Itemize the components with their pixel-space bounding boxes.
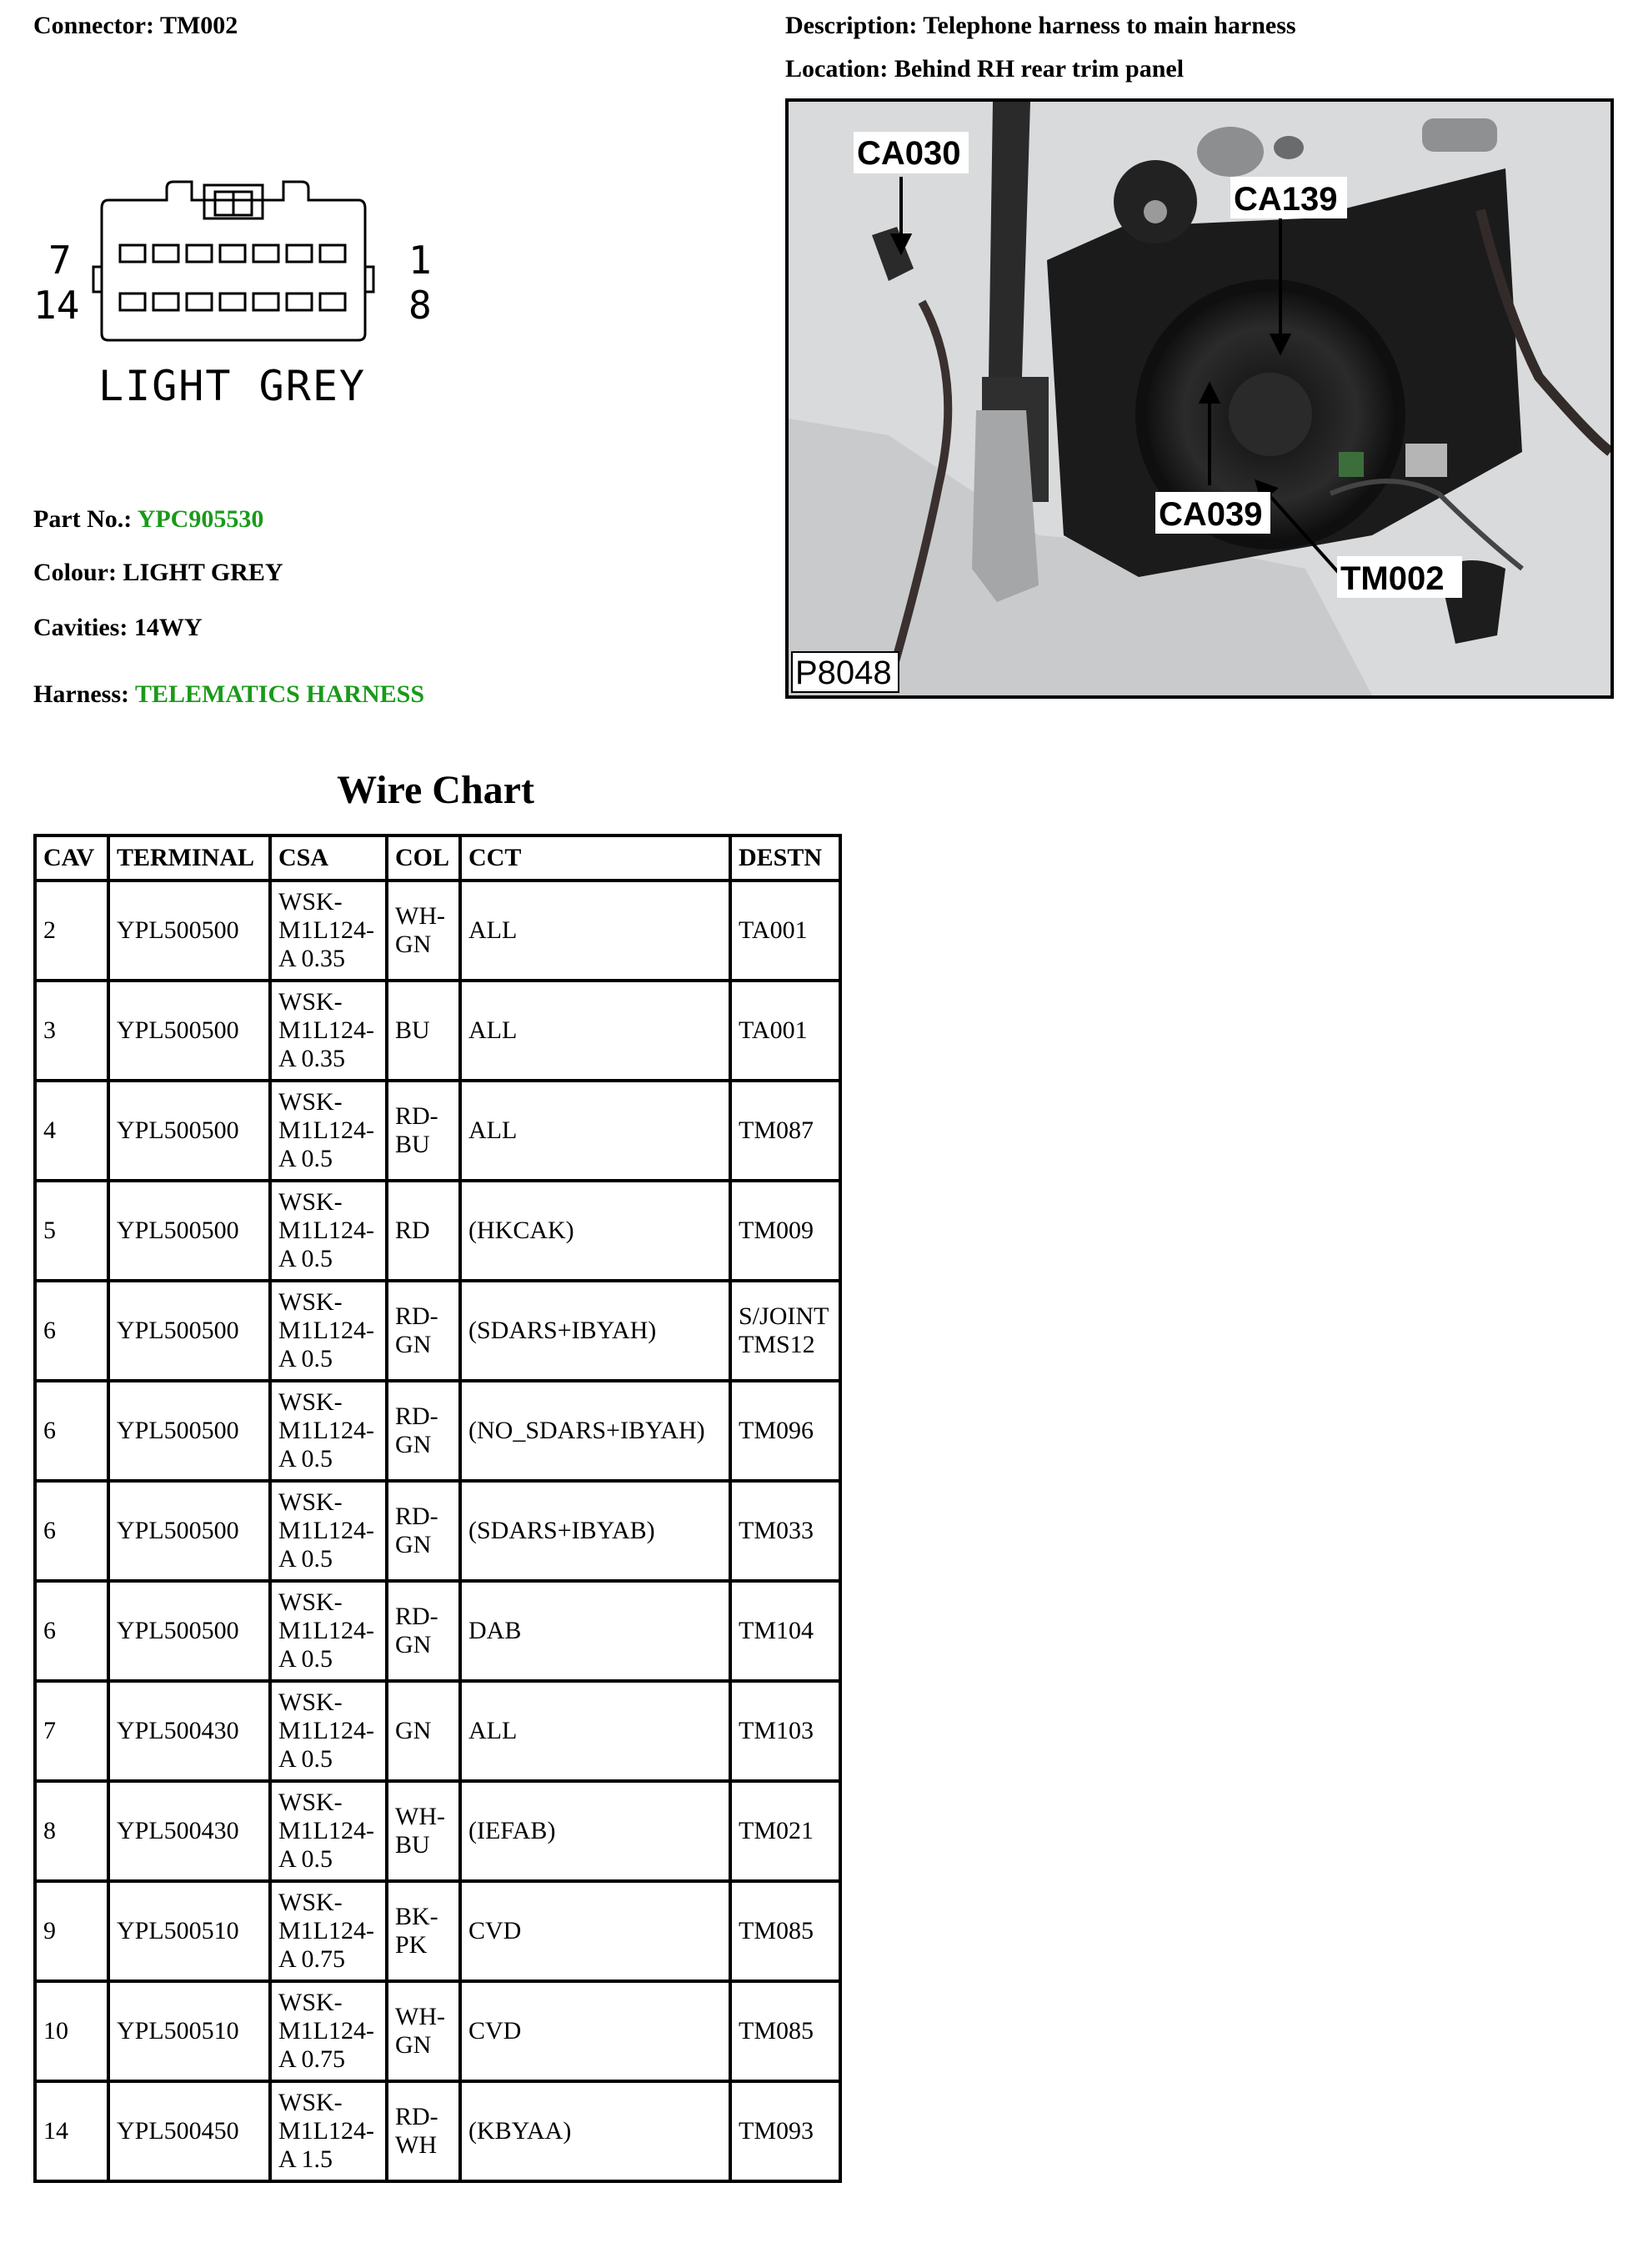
cavities-field bbox=[33, 614, 202, 642]
table-row bbox=[35, 981, 840, 1081]
photo-id: P8048 bbox=[795, 655, 892, 691]
colour-field bbox=[33, 559, 283, 587]
cell-col: GN bbox=[387, 1681, 460, 1781]
cell-terminal: YPL500500 bbox=[108, 1581, 270, 1681]
pin-14-label: 14 bbox=[33, 283, 80, 328]
cell-col: BK- PK bbox=[387, 1881, 460, 1981]
cell-col: RD- GN bbox=[387, 1281, 460, 1381]
cell-destn: TM033 bbox=[730, 1481, 840, 1581]
cell-cct: ALL bbox=[460, 1681, 730, 1781]
cell-cct: ALL bbox=[460, 881, 730, 981]
harness-link[interactable]: TELEMATICS HARNESS bbox=[134, 680, 425, 708]
cell-cct: CVD bbox=[460, 1981, 730, 2081]
cell-cct: DAB bbox=[460, 1581, 730, 1681]
cell-destn: TM104 bbox=[730, 1581, 840, 1681]
description-label: Description: bbox=[785, 12, 918, 39]
cell-col: RD- GN bbox=[387, 1581, 460, 1681]
cell-cav: 6 bbox=[35, 1481, 108, 1581]
column-header-csa: CSA bbox=[270, 835, 387, 881]
cell-cct: (IEFAB) bbox=[460, 1781, 730, 1881]
cell-terminal: YPL500500 bbox=[108, 881, 270, 981]
cell-terminal: YPL500500 bbox=[108, 1081, 270, 1181]
cavities-value: 14WY bbox=[133, 614, 203, 641]
cell-terminal: YPL500500 bbox=[108, 1281, 270, 1381]
cell-csa: WSK- M1L124- A 1.5 bbox=[270, 2081, 387, 2181]
cell-cav: 2 bbox=[35, 881, 108, 981]
cell-terminal: YPL500510 bbox=[108, 1881, 270, 1981]
cell-cct: ALL bbox=[460, 1081, 730, 1181]
cell-csa: WSK- M1L124- A 0.35 bbox=[270, 881, 387, 981]
cell-cct: CVD bbox=[460, 1881, 730, 1981]
cell-terminal: YPL500430 bbox=[108, 1681, 270, 1781]
cell-destn: TM103 bbox=[730, 1681, 840, 1781]
cell-csa: WSK- M1L124- A 0.5 bbox=[270, 1581, 387, 1681]
cell-destn: TM021 bbox=[730, 1781, 840, 1881]
cell-csa: WSK- M1L124- A 0.75 bbox=[270, 1881, 387, 1981]
cell-csa: WSK- M1L124- A 0.5 bbox=[270, 1081, 387, 1181]
cell-col: RD- BU bbox=[387, 1081, 460, 1181]
cell-destn: TM096 bbox=[730, 1381, 840, 1481]
photo-illustration bbox=[789, 102, 1610, 695]
pin-8-label: 8 bbox=[408, 283, 432, 328]
column-header-destn: DESTN bbox=[730, 835, 840, 881]
table-row bbox=[35, 1081, 840, 1181]
cell-cav: 10 bbox=[35, 1981, 108, 2081]
cell-terminal: YPL500450 bbox=[108, 2081, 270, 2181]
cell-csa: WSK- M1L124- A 0.5 bbox=[270, 1281, 387, 1381]
cell-cct: ALL bbox=[460, 981, 730, 1081]
cell-destn: TM085 bbox=[730, 1881, 840, 1981]
callout-ca039: CA039 bbox=[1159, 496, 1263, 533]
description-value: Telephone harness to main harness bbox=[923, 12, 1296, 39]
harness-label: Harness: bbox=[33, 680, 129, 708]
cell-cav: 14 bbox=[35, 2081, 108, 2181]
cavity-rows bbox=[120, 245, 345, 310]
table-row bbox=[35, 1881, 840, 1981]
cell-csa: WSK- M1L124- A 0.75 bbox=[270, 1981, 387, 2081]
cell-col: WH- BU bbox=[387, 1781, 460, 1881]
cell-destn: S/JOINT TMS12 bbox=[730, 1281, 840, 1381]
cell-terminal: YPL500430 bbox=[108, 1781, 270, 1881]
cell-terminal: YPL500500 bbox=[108, 981, 270, 1081]
cell-col: RD- GN bbox=[387, 1381, 460, 1481]
table-row bbox=[35, 1481, 840, 1581]
cell-cav: 6 bbox=[35, 1281, 108, 1381]
cell-csa: WSK- M1L124- A 0.5 bbox=[270, 1181, 387, 1281]
cell-destn: TM085 bbox=[730, 1981, 840, 2081]
column-header-cav: CAV bbox=[35, 835, 108, 881]
cell-cav: 6 bbox=[35, 1381, 108, 1481]
cell-col: RD- WH bbox=[387, 2081, 460, 2181]
part-no-field bbox=[33, 505, 263, 534]
table-row bbox=[35, 1781, 840, 1881]
cell-cct: (HKCAK) bbox=[460, 1181, 730, 1281]
cell-col: WH- GN bbox=[387, 881, 460, 981]
cell-cct: (KBYAA) bbox=[460, 2081, 730, 2181]
table-row bbox=[35, 2081, 840, 2181]
connector-label: Connector: bbox=[33, 12, 154, 39]
cell-cct: (SDARS+IBYAB) bbox=[460, 1481, 730, 1581]
table-header-row bbox=[35, 835, 840, 881]
cell-csa: WSK- M1L124- A 0.5 bbox=[270, 1681, 387, 1781]
table-row bbox=[35, 1981, 840, 2081]
table-row bbox=[35, 1681, 840, 1781]
cell-cav: 3 bbox=[35, 981, 108, 1081]
cell-csa: WSK- M1L124- A 0.5 bbox=[270, 1781, 387, 1881]
cell-destn: TM009 bbox=[730, 1181, 840, 1281]
cell-col: WH- GN bbox=[387, 1981, 460, 2081]
table-row bbox=[35, 1581, 840, 1681]
harness-field bbox=[33, 680, 424, 709]
table-row bbox=[35, 1281, 840, 1381]
location-label: Location: bbox=[785, 55, 889, 83]
part-no-link[interactable]: YPC905530 bbox=[137, 505, 264, 533]
cell-col: RD bbox=[387, 1181, 460, 1281]
column-header-col: COL bbox=[387, 835, 460, 881]
pin-1-label: 1 bbox=[408, 238, 432, 283]
cell-terminal: YPL500510 bbox=[108, 1981, 270, 2081]
cell-csa: WSK- M1L124- A 0.5 bbox=[270, 1381, 387, 1481]
cell-cav: 8 bbox=[35, 1781, 108, 1881]
cell-col: RD- GN bbox=[387, 1481, 460, 1581]
cell-cav: 7 bbox=[35, 1681, 108, 1781]
column-header-cct: CCT bbox=[460, 835, 730, 881]
table-row bbox=[35, 881, 840, 981]
cell-cav: 4 bbox=[35, 1081, 108, 1181]
cell-col: BU bbox=[387, 981, 460, 1081]
location-value: Behind RH rear trim panel bbox=[894, 55, 1185, 83]
description-field bbox=[785, 12, 1296, 40]
cell-destn: TA001 bbox=[730, 981, 840, 1081]
callout-ca030: CA030 bbox=[857, 135, 961, 172]
cell-terminal: YPL500500 bbox=[108, 1181, 270, 1281]
connector-field bbox=[33, 12, 238, 40]
pin-7-label: 7 bbox=[48, 238, 72, 283]
callout-tm002: TM002 bbox=[1340, 560, 1445, 597]
connector-diagram bbox=[33, 175, 467, 425]
cell-terminal: YPL500500 bbox=[108, 1481, 270, 1581]
cell-cav: 5 bbox=[35, 1181, 108, 1281]
cell-csa: WSK- M1L124- A 0.35 bbox=[270, 981, 387, 1081]
connector-colour-text: LIGHT GREY bbox=[98, 362, 367, 410]
table-row bbox=[35, 1381, 840, 1481]
table-body bbox=[35, 881, 840, 2181]
column-header-terminal: TERMINAL bbox=[108, 835, 270, 881]
callout-ca139: CA139 bbox=[1234, 181, 1338, 218]
cell-destn: TA001 bbox=[730, 881, 840, 981]
cell-cct: (SDARS+IBYAH) bbox=[460, 1281, 730, 1381]
part-no-label: Part No.: bbox=[33, 505, 133, 533]
cavities-label: Cavities: bbox=[33, 614, 128, 641]
cell-csa: WSK- M1L124- A 0.5 bbox=[270, 1481, 387, 1581]
cell-cav: 9 bbox=[35, 1881, 108, 1981]
location-field bbox=[785, 55, 1184, 83]
table-row bbox=[35, 1181, 840, 1281]
connector-value: TM002 bbox=[159, 12, 238, 39]
cell-cav: 6 bbox=[35, 1581, 108, 1681]
wire-chart-title: Wire Chart bbox=[337, 768, 534, 812]
colour-value: LIGHT GREY bbox=[123, 559, 283, 586]
location-photo bbox=[785, 98, 1614, 699]
colour-label: Colour: bbox=[33, 559, 117, 586]
cell-terminal: YPL500500 bbox=[108, 1381, 270, 1481]
wire-chart-table bbox=[33, 834, 842, 2183]
cell-destn: TM093 bbox=[730, 2081, 840, 2181]
cell-destn: TM087 bbox=[730, 1081, 840, 1181]
cell-cct: (NO_SDARS+IBYAH) bbox=[460, 1381, 730, 1481]
